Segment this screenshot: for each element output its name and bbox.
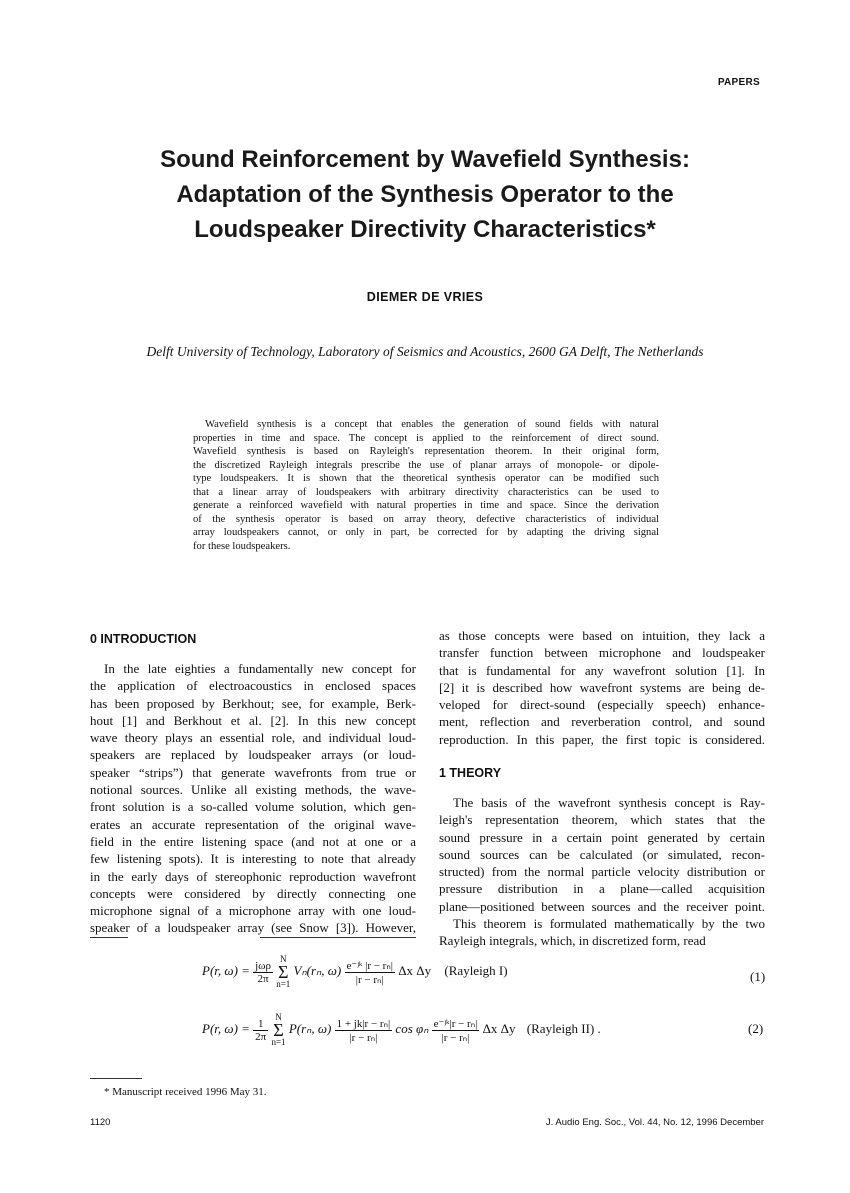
- text-line: speaker of a loudspeaker array (see Snow [3]). However,: [90, 920, 416, 936]
- text-line: transfer function between microphone and loudspeaker: [439, 645, 765, 661]
- equation-number: (2): [748, 1021, 764, 1036]
- text-line: structed) from the normal particle velocity distribution or: [439, 864, 765, 880]
- footnote-separator-right: [260, 937, 416, 938]
- affiliation: Delft University of Technology, Laboratory of Seismics and Acoustics, 2600 GA Delft, The Netherlands: [146, 344, 704, 359]
- abstract-line: of the synthesis operator is based on array theory, defective characteristics of individual: [193, 513, 659, 525]
- equation-term: Vₙ(rₙ, ω): [293, 962, 342, 978]
- journal-citation: J. Audio Eng. Soc., Vol. 44, No. 12, 1996 December: [545, 1117, 764, 1128]
- running-head: PAPERS: [717, 77, 760, 88]
- abstract-line: properties in time and space. The concept is applied to the reinforcement of direct sound.: [193, 432, 659, 444]
- text-line: few listening spots). It is interesting to note that already: [90, 851, 416, 867]
- footnote: * Manuscript received 1996 May 31.: [104, 1086, 267, 1098]
- mid-fraction-numerator: 1 + jk|r − rₙ|: [336, 1017, 391, 1030]
- summation-upper: N: [280, 954, 287, 964]
- equation-number: (1): [750, 969, 766, 984]
- introduction-paragraph: [90, 660, 416, 937]
- summation-symbol: N Σ n=1: [271, 1012, 286, 1047]
- section-heading-introduction: 0 INTRODUCTION: [90, 632, 197, 646]
- text-line: erates an accurate representation of the original wave-: [90, 816, 416, 832]
- introduction-continued-paragraph: [439, 627, 765, 748]
- text-line: front solution is a so-called volume solution, which gen-: [90, 799, 416, 815]
- equation-fraction: [345, 959, 395, 986]
- text-line: The basis of the wavefront synthesis concept is Ray-: [453, 795, 765, 810]
- page-number: 1120: [90, 1117, 111, 1128]
- fraction-denominator: |r − rₙ|: [441, 1031, 470, 1044]
- text-line: In the late eighties a fundamentally new concept for: [104, 661, 416, 676]
- text-line: sound sources can be calculated (or simulated, recon-: [439, 846, 765, 862]
- text-line: pressure distribution in a plane—called acquisition: [439, 881, 765, 897]
- text-line: microphone signal of a microphone array with one loud-: [90, 903, 416, 919]
- text-line: speaker “strips”) that generate wavefronts from true or: [90, 764, 416, 780]
- text-line: notional sources. Unlike all existing methods, the wave-: [90, 782, 416, 798]
- abstract: [193, 418, 659, 553]
- text-line: veloped for direct-sound (especially speech) enhance-: [439, 697, 765, 713]
- equation-label: (Rayleigh II) .: [526, 1020, 601, 1036]
- text-line: in the early days of stereophonic reproduction wavefront: [90, 868, 416, 884]
- coefficient-numerator: jωρ: [255, 959, 271, 972]
- abstract-line: the discretized Rayleigh integrals prescribe the use of planar arrays of monopole- or dipole-: [193, 459, 659, 471]
- text-line: This theorem is formulated mathematically by the two: [453, 916, 765, 932]
- text-line: field in the entire listening space (and not at one or a: [90, 833, 416, 849]
- text-line: as those concepts were based on intuition, they lack a: [439, 628, 765, 643]
- coefficient-denominator: 2π: [257, 972, 269, 985]
- summation-symbol: N Σ n=1: [276, 954, 291, 989]
- text-line: concepts were considered by directly connecting one: [90, 885, 416, 901]
- coefficient-numerator: 1: [253, 1018, 268, 1031]
- footnote-rule: [90, 1078, 142, 1079]
- abstract-line: that a linear array of loudspeakers with arbitrary directivity characteristics can be used to: [193, 486, 659, 498]
- text-line: plane—positioned between sources and the receiver point.: [439, 898, 765, 914]
- footnote-separator-left: [90, 937, 128, 938]
- abstract-line: type loudspeakers. It is shown that the theoretical synthesis operator can be modified such: [193, 473, 659, 484]
- equation-label: (Rayleigh I): [444, 962, 508, 978]
- equation-coefficient: [253, 1018, 268, 1043]
- text-line: reproduction. In this paper, the first topic is considered.: [439, 731, 765, 747]
- coefficient-denominator: 2π: [255, 1030, 267, 1043]
- text-line: the application of electroacoustics in enclosed spaces: [90, 678, 416, 694]
- equation-rayleigh-2: [202, 1013, 601, 1047]
- text-line: hout [1] and Berkhout et al. [2]. In this new concept: [90, 712, 416, 728]
- summation-lower: n=1: [276, 979, 291, 989]
- equation-tail: Δx Δy: [398, 962, 432, 978]
- abstract-line: Wavefield synthesis is a concept that enables the generation of sound fields with natural: [205, 419, 659, 430]
- abstract-line: Wavefield synthesis is based on Rayleigh's representation theorem. In their original form,: [193, 446, 659, 457]
- mid-fraction-denominator: |r − rₙ|: [349, 1031, 378, 1044]
- theory-paragraph: [439, 794, 765, 950]
- fraction-numerator: e⁻ʲᵏ|r − rₙ|: [433, 1017, 478, 1030]
- equation-fraction: [432, 1017, 480, 1044]
- equation-lhs: P(r, ω) =: [202, 1020, 254, 1036]
- paper-title: [80, 142, 770, 247]
- text-line: has been proposed by Berkhout; see, for example, Berk-: [90, 695, 416, 711]
- equation-coefficient: [253, 960, 273, 985]
- title-line: Loudspeaker Directivity Characteristics*: [194, 216, 656, 243]
- abstract-line: array loudspeakers cannot, or only in part, be corrected for by adapting the driving signal: [193, 527, 659, 538]
- fraction-numerator: e⁻ʲᵏ |r − rₙ|: [346, 959, 393, 972]
- equation-rayleigh-1: [202, 955, 508, 989]
- text-line: leigh's representation theorem, which states that the: [439, 812, 765, 828]
- equation-cosine: cos φₙ: [395, 1020, 429, 1036]
- summation-lower: n=1: [271, 1037, 286, 1047]
- text-line: [2] it is described how wavefront systems are being de-: [439, 679, 765, 695]
- fraction-denominator: |r − rₙ|: [355, 973, 384, 986]
- abstract-line: for these loudspeakers.: [193, 540, 291, 552]
- summation-upper: N: [275, 1012, 282, 1022]
- title-line: Adaptation of the Synthesis Operator to the: [176, 181, 674, 208]
- text-line: that is fundamental for any wavefront solution [1]. In: [439, 662, 765, 678]
- equation-tail: Δx Δy: [482, 1020, 516, 1036]
- title-line: Sound Reinforcement by Wavefield Synthesis:: [160, 146, 690, 173]
- equation-lhs: P(r, ω) =: [202, 962, 254, 978]
- text-line: wave theory plays an essential role, and individual loud-: [90, 730, 416, 746]
- equation-term: P(rₙ, ω): [288, 1020, 332, 1036]
- text-line: sound pressure in a certain point generated by certain: [439, 829, 765, 845]
- text-line: speakers are replaced by loudspeaker arrays (or loud-: [90, 747, 416, 763]
- text-line: Rayleigh integrals, which, in discretized form, read: [439, 933, 706, 949]
- abstract-line: generate a reinforced wavefield with natural properties in time and space. Since the derivation: [193, 500, 659, 511]
- author-name: DIEMER DE VRIES: [366, 290, 484, 304]
- equation-mid-fraction: [335, 1017, 393, 1044]
- text-line: ment, reflection and reverberation control, and sound: [439, 714, 765, 730]
- section-heading-theory: 1 THEORY: [439, 766, 502, 780]
